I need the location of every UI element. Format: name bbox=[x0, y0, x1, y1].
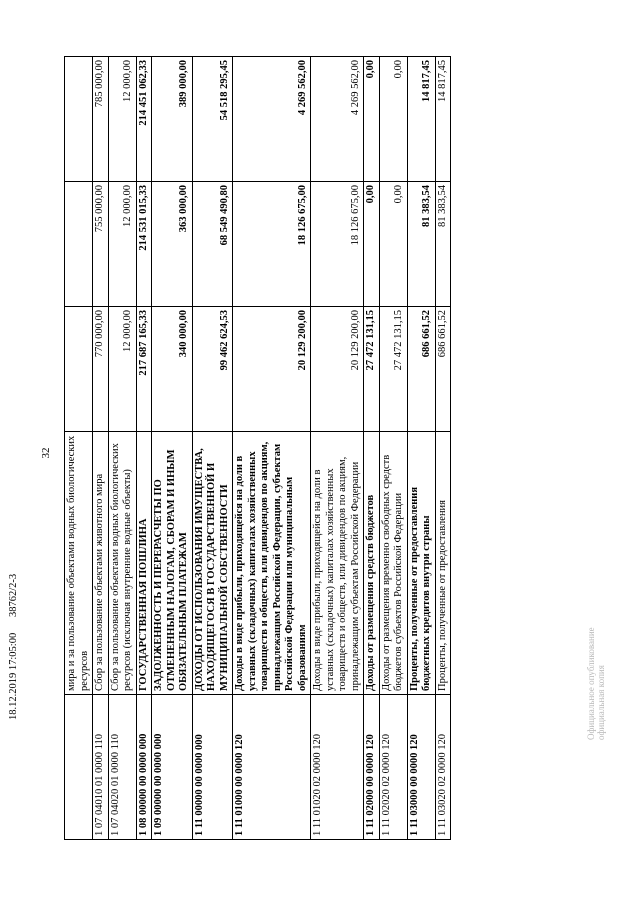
value-year-2-cell: 18 126 675,00 bbox=[233, 182, 311, 307]
budget-code-cell: 1 11 02000 00 0000 120 bbox=[364, 695, 380, 840]
value-year-1-cell: 770 000,00 bbox=[93, 307, 109, 432]
value-year-3-cell: 389 000,00 bbox=[152, 57, 193, 182]
page-number: 32 bbox=[40, 447, 52, 459]
table-row bbox=[435, 57, 451, 840]
footer-document-number: 38762/2-3 bbox=[8, 573, 19, 618]
revenue-name-cell: мира и за пользование объектами водных биологических ресурсов bbox=[65, 432, 93, 695]
budget-code-cell: 1 11 03020 02 0000 120 bbox=[435, 695, 451, 840]
value-year-2-cell: 0,00 bbox=[364, 182, 380, 307]
revenue-name-cell: Проценты, полученные от предоставления bbox=[435, 432, 451, 695]
value-year-3-cell: 14 817,45 bbox=[407, 57, 435, 182]
table-row bbox=[136, 57, 152, 840]
revenue-name-cell: Сбор за пользование объектами животного мира bbox=[93, 432, 109, 695]
table-row bbox=[192, 57, 233, 840]
budget-revenue-table bbox=[64, 56, 451, 840]
budget-code-cell: 1 11 01020 02 0000 120 bbox=[311, 695, 364, 840]
budget-code-cell: 1 11 03000 00 0000 120 bbox=[407, 695, 435, 840]
table-row bbox=[93, 57, 109, 840]
value-year-2-cell: 18 126 675,00 bbox=[311, 182, 364, 307]
value-year-2-cell: 755 000,00 bbox=[93, 182, 109, 307]
value-year-2-cell: 0,00 bbox=[379, 182, 407, 307]
revenue-name-cell: ДОХОДЫ ОТ ИСПОЛЬЗОВАНИЯ ИМУЩЕСТВА, НАХОДЯЩЕГОСЯ В ГОСУДАРСТВЕННОЙ И МУНИЦИПАЛЬНОЙ СОБСТВЕННОСТИ bbox=[192, 432, 233, 695]
value-year-1-cell: 686 661,52 bbox=[407, 307, 435, 432]
revenue-name-cell: Доходы от размещения временно свободных средств бюджетов субъектов Российской Федерации bbox=[379, 432, 407, 695]
budget-code-cell: 1 07 04020 01 0000 110 bbox=[108, 695, 136, 840]
stamp-line-1: Официальное опубликование bbox=[586, 627, 596, 740]
value-year-3-cell: 785 000,00 bbox=[93, 57, 109, 182]
revenue-name-cell: ГОСУДАРСТВЕННАЯ ПОШЛИНА bbox=[136, 432, 152, 695]
value-year-2-cell: 363 000,00 bbox=[152, 182, 193, 307]
value-year-1-cell: 27 472 131,15 bbox=[364, 307, 380, 432]
stamp-line-2: официальная копия bbox=[596, 665, 606, 740]
budget-code-cell: 1 11 01000 00 0000 120 bbox=[233, 695, 311, 840]
revenue-name-cell: Сбор за пользование объектами водных биологических ресурсов (исключая внутренние водные объекты) bbox=[108, 432, 136, 695]
value-year-1-cell: 20 129 200,00 bbox=[233, 307, 311, 432]
revenue-name-cell: Доходы в виде прибыли, приходящейся на доли в уставных (складочных) капиталах хозяйственных товариществ и обществ, или дивидендов по акциям, принадлежащим Российской Федерации, субъектам Российской Федерации или муниципальным образованиям bbox=[233, 432, 311, 695]
value-year-2-cell: 68 549 490,80 bbox=[192, 182, 233, 307]
value-year-1-cell: 340 000,00 bbox=[152, 307, 193, 432]
revenue-name-cell: Доходы от размещения средств бюджетов bbox=[364, 432, 380, 695]
budget-code-cell: 1 07 04010 01 0000 110 bbox=[93, 695, 109, 840]
value-year-1-cell: 686 661,52 bbox=[435, 307, 451, 432]
budget-code-cell: 1 11 00000 00 0000 000 bbox=[192, 695, 233, 840]
table-row bbox=[233, 57, 311, 840]
table-row bbox=[364, 57, 380, 840]
value-year-1-cell: 12 000,00 bbox=[108, 307, 136, 432]
budget-code-cell: 1 09 00000 00 0000 000 bbox=[152, 695, 193, 840]
footer-line bbox=[8, 520, 22, 720]
value-year-1-cell: 217 687 165,33 bbox=[136, 307, 152, 432]
value-year-3-cell: 214 451 062,33 bbox=[136, 57, 152, 182]
value-year-2-cell: 81 383,54 bbox=[407, 182, 435, 307]
value-year-3-cell: 0,00 bbox=[379, 57, 407, 182]
value-year-2-cell: 12 000,00 bbox=[108, 182, 136, 307]
value-year-1-cell: 99 462 624,53 bbox=[192, 307, 233, 432]
value-year-3-cell: 54 518 295,45 bbox=[192, 57, 233, 182]
value-year-3-cell: 0,00 bbox=[364, 57, 380, 182]
revenue-name-cell: Проценты, полученные от предоставления бюджетных кредитов внутри страны bbox=[407, 432, 435, 695]
value-year-1-cell: 27 472 131,15 bbox=[379, 307, 407, 432]
value-year-2-cell: 214 531 015,33 bbox=[136, 182, 152, 307]
value-year-3-cell: 4 269 562,00 bbox=[233, 57, 311, 182]
table-body bbox=[65, 57, 451, 840]
value-year-2-cell bbox=[65, 182, 93, 307]
rotated-table-container bbox=[64, 60, 594, 840]
revenue-name-cell: ЗАДОЛЖЕННОСТЬ И ПЕРЕРАСЧЕТЫ ПО ОТМЕНЕННЫМ НАЛОГАМ, СБОРАМ И ИНЫМ ОБЯЗАТЕЛЬНЫМ ПЛАТЕЖАМ bbox=[152, 432, 193, 695]
value-year-3-cell: 4 269 562,00 bbox=[311, 57, 364, 182]
budget-code-cell: 1 11 02020 02 0000 120 bbox=[379, 695, 407, 840]
value-year-1-cell: 20 129 200,00 bbox=[311, 307, 364, 432]
value-year-3-cell: 14 817,45 bbox=[435, 57, 451, 182]
value-year-1-cell bbox=[65, 307, 93, 432]
table-row bbox=[108, 57, 136, 840]
value-year-3-cell bbox=[65, 57, 93, 182]
table-row bbox=[152, 57, 193, 840]
footer-timestamp: 18.12.2019 17:05:00 bbox=[8, 632, 19, 720]
revenue-name-cell: Доходы в виде прибыли, приходящейся на доли в уставных (складочных) капиталах хозяйственных товариществ и обществ, или дивидендов по акциям, принадлежащим субъектам Российской Федерации bbox=[311, 432, 364, 695]
budget-code-cell: 1 08 00000 00 0000 000 bbox=[136, 695, 152, 840]
table-row bbox=[65, 57, 93, 840]
table-row bbox=[379, 57, 407, 840]
table-row bbox=[407, 57, 435, 840]
value-year-3-cell: 12 000,00 bbox=[108, 57, 136, 182]
budget-code-cell bbox=[65, 695, 93, 840]
table-row bbox=[311, 57, 364, 840]
value-year-2-cell: 81 383,54 bbox=[435, 182, 451, 307]
